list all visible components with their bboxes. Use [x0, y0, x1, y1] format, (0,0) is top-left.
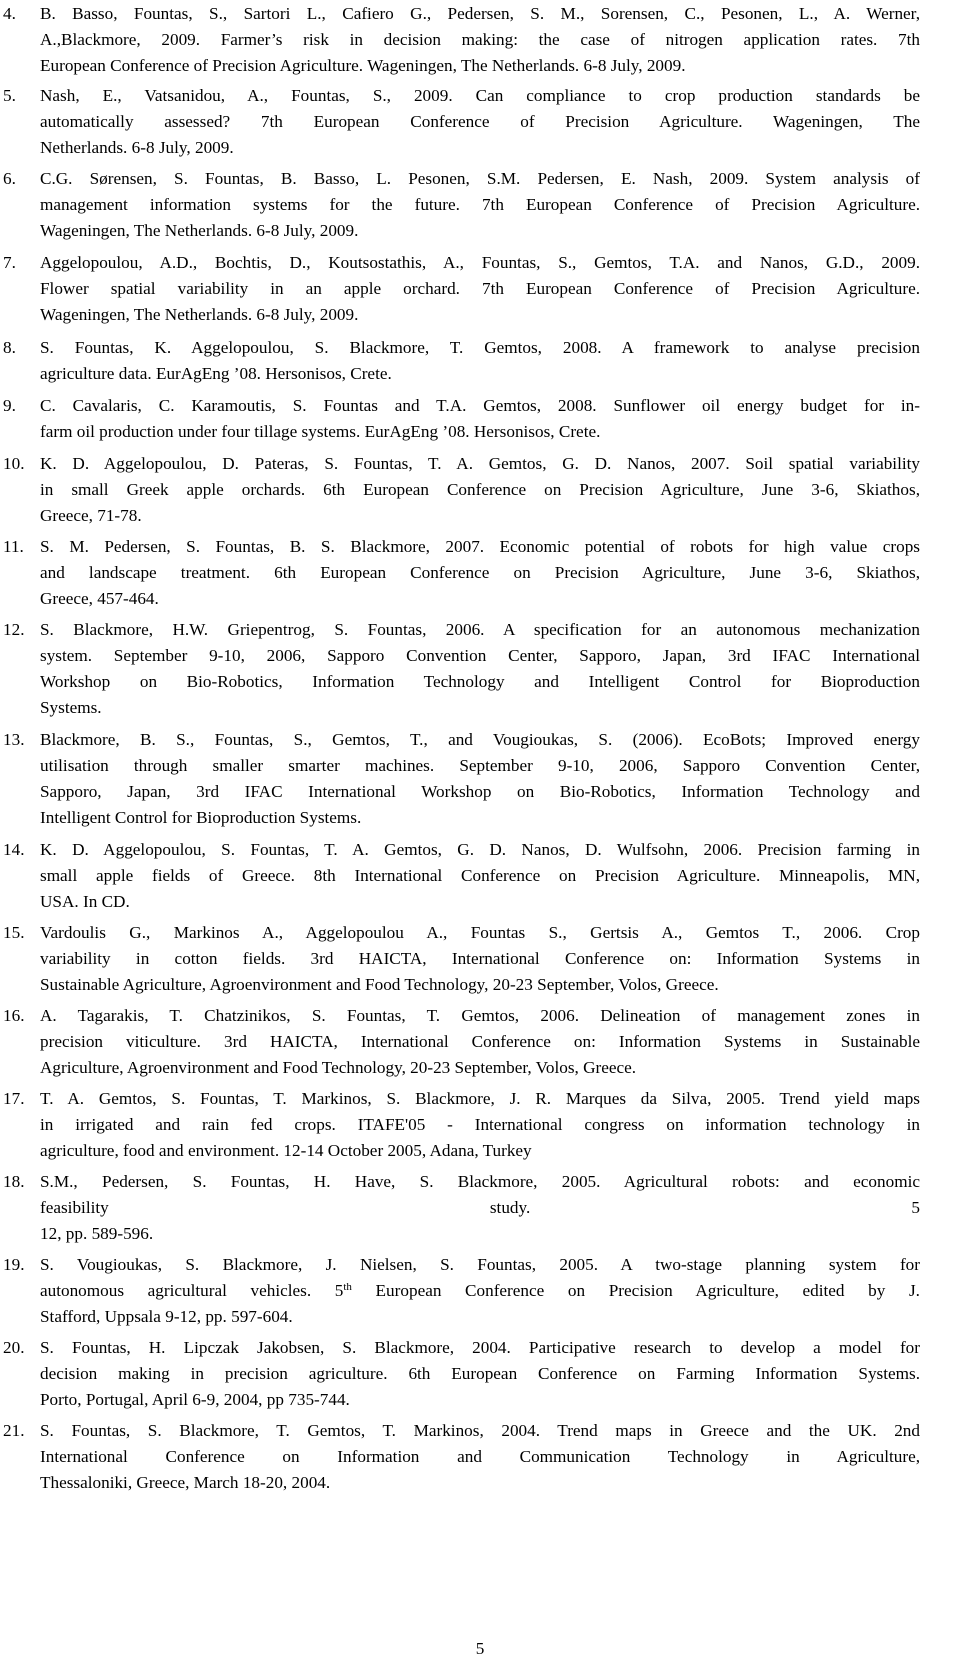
reference-line: Wageningen, The Netherlands. 6-8 July, 2009. — [40, 305, 359, 325]
reference-line: Wageningen, The Netherlands. 6-8 July, 2009. — [40, 221, 359, 241]
reference-number: 20. — [3, 1338, 25, 1357]
reference-line: agriculture data. EurAgEng ’08. Hersonisos, Crete. — [40, 364, 392, 384]
reference-number: 4. — [3, 4, 16, 23]
reference-text — [40, 920, 920, 998]
reference-number: 8. — [3, 338, 16, 357]
reference-line: agriculture, food and environment. 12-14 October 2005, Adana, Turkey — [40, 1141, 532, 1161]
reference-line: small apple fields of Greece. 8th International Conference on Precision Agriculture. Minneapolis, MN, — [40, 866, 920, 886]
reference-line: in small Greek apple orchards. 6th European Conference on Precision Agriculture, June 3-6, Skiathos, — [40, 480, 920, 500]
reference-number: 5. — [3, 86, 16, 105]
reference-text — [40, 1501, 920, 1579]
reference-number: 18. — [3, 1172, 25, 1191]
reference-line: management information systems for the future. 7th European Conference of Precision Agriculture. — [40, 195, 920, 215]
reference-line: S. Fountas, H. Lipczak Jakobsen, S. Blackmore, 2004. Participative research to develop a model for — [40, 1338, 920, 1357]
reference-line — [40, 1501, 920, 1527]
page-number: 5 — [475, 1639, 485, 1658]
reference-number: 19. — [3, 1255, 25, 1274]
reference-number: 11. — [3, 537, 24, 556]
reference-text — [40, 1, 920, 79]
reference-line: Sustainable Agriculture, Agroenvironment and Food Technology, 20-23 September, Volos, Greece. — [40, 975, 719, 995]
reference-text — [40, 335, 920, 387]
reference-line: 12, pp. 589-596. — [40, 1224, 154, 1244]
reference-line: in irrigated and rain fed crops. ITAFE'05 - International congress on information technology in — [40, 1115, 920, 1135]
reference-text — [40, 166, 920, 244]
reference-text — [40, 1418, 920, 1496]
reference-line: Flower spatial variability in an apple orchard. 7th European Conference of Precision Agriculture. — [40, 279, 920, 299]
reference-number: 17. — [3, 1089, 25, 1108]
reference-number: 14. — [3, 840, 25, 859]
reference-number: 15. — [3, 923, 25, 942]
reference-text — [40, 83, 920, 161]
reference-text — [40, 1086, 920, 1164]
reference-line: farm oil production under four tillage systems. EurAgEng ’08. Hersonisos, Crete. — [40, 422, 601, 442]
reference-line: feasibility study. 5 — [40, 1198, 920, 1218]
reference-line: precision viticulture. 3rd HAICTA, International Conference on: Information Systems in Sustainable — [40, 1032, 920, 1052]
reference-number: 9. — [3, 396, 16, 415]
reference-number: 6. — [3, 169, 16, 188]
reference-line: Porto, Portugal, April 6-9, 2004, pp 735-744. — [40, 1390, 350, 1410]
reference-line: Greece, 71-78. — [40, 506, 142, 526]
reference-line: K. D. Aggelopoulou, D. Pateras, S. Fountas, T. A. Gemtos, G. D. Nanos, 2007. Soil spatial variability — [40, 454, 920, 473]
reference-line: Intelligent Control for Bioproduction Systems. — [40, 808, 362, 828]
reference-text — [40, 1169, 920, 1247]
reference-number: 12. — [3, 620, 25, 639]
reference-line: S.M., Pedersen, S. Fountas, H. Have, S. Blackmore, 2005. Agricultural robots: and economic — [40, 1172, 920, 1191]
reference-line: S. Vougioukas, S. Blackmore, J. Nielsen, S. Fountas, 2005. A two-stage planning system for — [40, 1255, 920, 1274]
reference-line: S. Blackmore, H.W. Griepentrog, S. Fountas, 2006. A specification for an autonomous mechanization — [40, 620, 920, 639]
reference-line — [40, 1361, 920, 1387]
reference-text — [40, 1252, 920, 1330]
reference-line: European Conference of Precision Agriculture. Wageningen, The Netherlands. 6-8 July, 2009. — [40, 56, 686, 76]
reference-line: Stafford, Uppsala 9-12, pp. 597-604. — [40, 1307, 293, 1327]
reference-line: USA. In CD. — [40, 892, 130, 912]
reference-number: 10. — [3, 454, 25, 473]
reference-line: Nash, E., Vatsanidou, A., Fountas, S., 2009. Can compliance to crop production standards be — [40, 86, 920, 105]
reference-line: and landscape treatment. 6th European Conference on Precision Agriculture, June 3-6, Skiathos, — [40, 563, 920, 583]
reference-line: Greece, 457-464. — [40, 589, 159, 609]
reference-number: 16. — [3, 1006, 25, 1025]
reference-line — [40, 1527, 920, 1553]
reference-line: A.,Blackmore, 2009. Farmer’s risk in decision making: the case of nitrogen application rates. 7th — [40, 30, 920, 50]
reference-line: Aggelopoulou, A.D., Bochtis, D., Koutsostathis, A., Fountas, S., Gemtos, T.A. and Nanos, G.D., 2009. — [40, 253, 920, 272]
reference-line: variability in cotton fields. 3rd HAICTA, International Conference on: Information Systems in — [40, 949, 920, 969]
reference-number: 7. — [3, 253, 16, 272]
reference-line: Blackmore, B. S., Fountas, S., Gemtos, T., and Vougioukas, S. (2006). EcoBots; Improved energy — [40, 730, 920, 749]
reference-text — [40, 837, 920, 915]
reference-line: S. Fountas, K. Aggelopoulou, S. Blackmore, T. Gemtos, 2008. A framework to analyse precision — [40, 338, 920, 357]
reference-line-end: European Conference on Precision Agriculture, edited by J. — [351, 1281, 920, 1301]
reference-number: 13. — [3, 730, 25, 749]
reference-line: Vardoulis G., Markinos A., Aggelopoulou A., Fountas S., Gertsis A., Gemtos T., 2006. Crop — [40, 923, 920, 942]
reference-text — [40, 250, 920, 328]
reference-line: K. D. Aggelopoulou, S. Fountas, T. A. Gemtos, G. D. Nanos, D. Wulfsohn, 2006. Precision farming in — [40, 840, 920, 859]
reference-line: B. Basso, Fountas, S., Sartori L., Cafiero G., Pedersen, S. M., Sorensen, C., Pesonen, L., A. Werner, — [40, 4, 920, 23]
reference-text — [40, 617, 920, 721]
reference-line: system. September 9-10, 2006, Sapporo Convention Center, Sapporo, Japan, 3rd IFAC International — [40, 646, 920, 666]
reference-line: Thessaloniki, Greece, March 18-20, 2004. — [40, 1473, 331, 1493]
reference-line — [40, 1278, 920, 1304]
reference-line: A. Tagarakis, T. Chatzinikos, S. Fountas, T. Gemtos, 2006. Delineation of management zones in — [40, 1006, 920, 1025]
reference-line: automatically assessed? 7th European Conference of Precision Agriculture. Wageningen, The — [40, 112, 920, 132]
reference-line: S. Fountas, S. Blackmore, T. Gemtos, T. Markinos, 2004. Trend maps in Greece and the UK. 2nd — [40, 1421, 920, 1440]
reference-line-start: autonomous agricultural vehicles. 5 — [40, 1281, 344, 1301]
reference-line: C.G. Sørensen, S. Fountas, B. Basso, L. Pesonen, S.M. Pedersen, E. Nash, 2009. System analysis of — [40, 169, 920, 188]
reference-text — [40, 727, 920, 831]
reference-line: Netherlands. 6-8 July, 2009. — [40, 138, 234, 158]
reference-text — [40, 393, 920, 445]
reference-line: utilisation through smaller smarter machines. September 9-10, 2006, Sapporo Convention Center, — [40, 756, 920, 776]
reference-line: Systems. — [40, 698, 102, 718]
reference-line: C. Cavalaris, C. Karamoutis, S. Fountas and T.A. Gemtos, 2008. Sunflower oil energy budget for in- — [40, 396, 920, 415]
reference-line — [40, 1553, 920, 1579]
reference-text — [40, 451, 920, 529]
reference-line: S. M. Pedersen, S. Fountas, B. S. Blackmore, 2007. Economic potential of robots for high value crops — [40, 537, 920, 556]
reference-line: Sapporo, Japan, 3rd IFAC International Workshop on Bio-Robotics, Information Technology and — [40, 782, 920, 802]
ordinal-superscript: th — [343, 1281, 352, 1294]
reference-line: Workshop on Bio-Robotics, Information Technology and Intelligent Control for Bioproduction — [40, 672, 920, 692]
reference-line: T. A. Gemtos, S. Fountas, T. Markinos, S. Blackmore, J. R. Marques da Silva, 2005. Trend yield maps — [40, 1089, 920, 1108]
reference-line: Agriculture, Agroenvironment and Food Technology, 20-23 September, Volos, Greece. — [40, 1058, 637, 1078]
reference-line: International Conference on Information and Communication Technology in Agriculture, — [40, 1447, 920, 1467]
reference-text — [40, 1335, 920, 1413]
reference-line-start: decision making in precision agriculture. 6th European Conference on Farming Information Systems. — [40, 1364, 920, 1384]
reference-text — [40, 1003, 920, 1081]
reference-text — [40, 534, 920, 612]
reference-number: 21. — [3, 1421, 25, 1440]
